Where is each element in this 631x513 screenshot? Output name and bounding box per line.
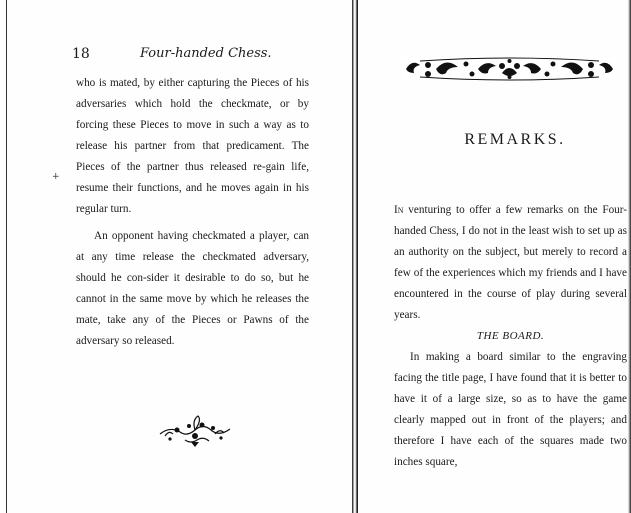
floral-tailpiece-icon: [155, 412, 235, 448]
left-page-edge: [6, 0, 7, 513]
intro-first-word: In: [394, 204, 404, 216]
margin-mark: +: [52, 172, 60, 182]
running-head: Four-handed Chess.: [140, 46, 272, 61]
intro-text: venturing to offer a few remarks on the Four-handed Chess, I do not in the least wish to set up as an authority on the subject, but merely to record a few of the experiences which my friends and I have encountered in the course of play during several years.: [394, 204, 627, 321]
intro-paragraph: [394, 200, 627, 326]
section-subheading: THE BOARD.: [476, 330, 545, 342]
left-body-text: [76, 73, 309, 352]
chapter-title: REMARKS.: [464, 131, 566, 148]
floral-headpiece-icon: [402, 56, 617, 82]
left-paragraph-2: An opponent having checkmated a player, can at any time release the checkmated adversary, should he con-sider it desirable to do so, but he cannot in the same move by which he releases the mate, take any of the Pieces or Pawns of the adversary so released.: [76, 230, 309, 347]
page-number: 18: [72, 46, 90, 62]
left-paragraph-1: who is mated, by either capturing the Pieces of his adversaries which hold the checkmate, or by forcing these Pieces to move in such a way as to release his partner from that predicament. The Pieces of the partner thus released re-gain life, resume their functions, and he moves again in his regular turn.: [76, 77, 309, 215]
board-paragraph: In making a board similar to the engraving facing the title page, I have found that it is better to have it of a large size, so as to have the game clearly mapped out in front of the players; and therefore I have each of the squares made two inches square,: [394, 351, 627, 468]
page-header: [72, 46, 352, 66]
right-body-text: [394, 200, 627, 473]
